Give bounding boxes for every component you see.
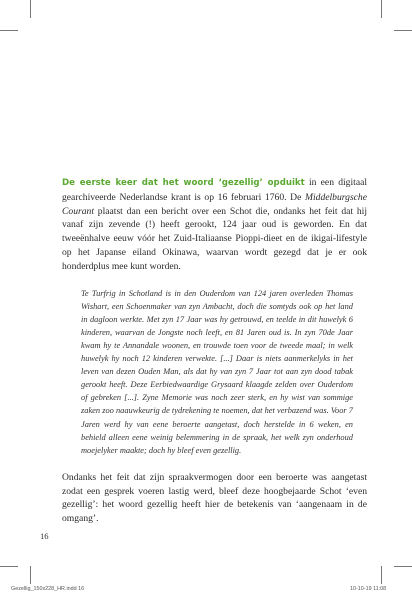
slug-filename: Gezellig_150x228_HR.indd 16 — [11, 586, 85, 592]
closing-paragraph: Ondanks het feit dat zijn spraakvermogen door een beroerte was aangetast zodat een gesprek voeren lastig werd, bleef deze hoogbejaarde Schot ‘even gezellig’: het woord gezellig heeft hier de betekenis van ‘aangenaam in de omgang’. — [62, 471, 367, 525]
lead-phrase: De eerste keer dat het woord ‘gezellig’ opduikt — [62, 178, 305, 188]
historic-quote: Te Turfrig in Schotland is in den Ouderdom van 124 jaren overleden Thomas Wishart, een Schoenmaker van zyn Ambacht, doch die somtyds ook op het land in dagloon werkte. Met zyn 17 Jaar was hy getrouwd, en teelde in dit huwelyk 6 kinderen, waarvan de Jongste noch leeft, en 81 Jaren oud is. In zyn 70de Jaar kwam hy te Annandale woonen, en trouwde toen voor de tweede maal; in welk huwelyk hy noch 12 kinderen verwekte. [...] Daar is niets aanmerkelyks in het leven van dezen Ouden Man, als dat hy van zyn 7 Jaar tot aan zyn dood tabak gerookt heeft. Deze Eerbiedwaardige Grysaard klaagde zelden over Ouderdom of gebreken [...]. Zyne Memorie was noch zeer sterk, en hy wist van sommige zaken zoo naauwkeurig de tydrekening te noemen, dat het verbazend was. Voor 7 Jaren werd hy van eene beroerte aangetast, doch herstelde in 6 weken, en behield alleen eene weinig belemmering in de spraak, het welk zyn onderhoud moejelyker maakte; doch hy bleef even gezellig. — [81, 288, 353, 455]
intro-text-part1: in een digitaal gearchiveerde Nederlandse krant is op 16 februari 1760. De — [62, 177, 367, 203]
newspaper-name: Middelburgsche Courant — [62, 191, 367, 217]
crop-mark — [394, 566, 412, 567]
crop-mark — [381, 566, 382, 584]
print-slug — [0, 583, 412, 595]
intro-paragraph — [62, 176, 367, 274]
slug-date: 10-10-19 11:08 — [350, 586, 387, 592]
crop-mark — [0, 566, 18, 567]
crop-mark — [381, 0, 382, 18]
crop-mark — [30, 0, 31, 18]
crop-mark — [30, 566, 31, 584]
crop-mark — [0, 30, 18, 31]
body-text — [62, 176, 367, 526]
page-number: 16 — [40, 531, 49, 541]
intro-text-part2: plaatst dan een bericht over een Schot die, ondanks het feit dat hij vanaf zijn zevende (!) heeft gerookt, 124 jaar oud is geworden. En dat tweeënhalve eeuw vóór het Zuid-Italiaanse Pioppi-dieet en de ikigai-lifestyle op het Japanse eiland Okinawa, waarvan wordt gezegd dat je er ook honderdplus mee kunt worden. — [62, 205, 367, 272]
crop-mark — [394, 30, 412, 31]
